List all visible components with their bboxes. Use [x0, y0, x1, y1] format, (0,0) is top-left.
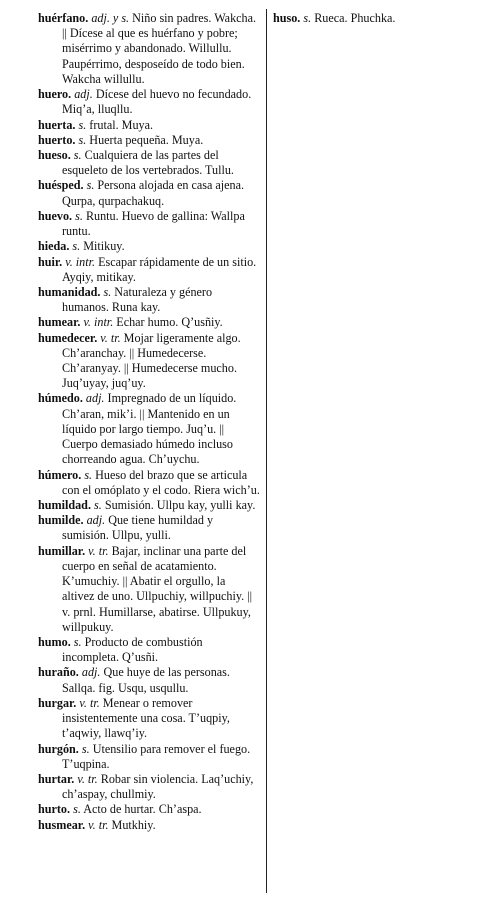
- left-column: [38, 11, 260, 833]
- entry-grammar: adj.: [86, 513, 106, 528]
- entry-definition: Impregnado de un líquido. Ch’aran, mik’i. || Mantenido en un líquido por largo tiempo. Juq’u. || Cuerpo demasiado húmedo incluso chorreando agua. Ch’uychu.: [62, 391, 237, 467]
- entry-definition: Runtu. Huevo de gallina: Wallpa runtu.: [62, 208, 245, 239]
- entry-grammar: adj. y s.: [91, 11, 130, 25]
- entry-definition: Mitikuy.: [83, 239, 125, 254]
- entry-headword: huso.: [273, 11, 301, 25]
- dictionary-entry: [38, 315, 260, 330]
- dictionary-entry: [38, 255, 260, 285]
- entry-definition: frutal. Muya.: [89, 117, 154, 132]
- entry-headword: humilde.: [38, 513, 84, 528]
- entry-headword: húmero.: [38, 467, 82, 482]
- entry-headword: huraño.: [38, 665, 79, 680]
- entry-headword: hurtar.: [38, 771, 75, 786]
- entry-headword: humildad.: [38, 498, 91, 512]
- entry-headword: hurto.: [38, 802, 71, 817]
- dictionary-entry: [38, 513, 260, 543]
- entry-definition: Rueca. Phuchka.: [314, 11, 396, 25]
- entry-grammar: s.: [94, 498, 102, 512]
- entry-grammar: s.: [72, 239, 81, 254]
- dictionary-entry: [38, 818, 260, 833]
- dictionary-entry: [38, 331, 260, 392]
- entry-headword: huir.: [38, 254, 63, 269]
- dictionary-entry: [38, 635, 260, 665]
- entry-grammar: s.: [78, 117, 87, 132]
- entry-headword: humillar.: [38, 543, 86, 558]
- entry-headword: huerto.: [38, 132, 76, 147]
- entry-definition: Bajar, inclinar una parte del cuerpo en señal de acatamiento. K’umuchiy. || Abatir el orgullo, la altivez de uno. Ullpuchiy, willpuchiy. || v. prnl. Humillarse, abatirse. Ullpukuy, willpukuy.: [62, 543, 253, 634]
- dictionary-entry: [38, 772, 260, 802]
- dictionary-entry: [38, 87, 260, 117]
- entry-definition: Huerta pequeña. Muya.: [89, 132, 204, 147]
- entry-definition: Que huye de las personas. Sallqa. fig. Usqu, usqullu.: [62, 665, 230, 695]
- entry-definition: Niño sin padres. Wakcha. || Dícese al que es huérfano y pobre; misérrimo y abandonado. Willullu. Paupérrimo, desposeído de todo bien. Wakcha willullu.: [62, 11, 257, 86]
- entry-grammar: adj.: [74, 87, 93, 102]
- entry-headword: húmedo.: [38, 391, 83, 406]
- entry-grammar: v. tr.: [77, 771, 98, 786]
- entry-grammar: s.: [75, 208, 83, 223]
- entry-definition: Utensilio para remover el fuego. T’uqpina.: [62, 741, 251, 771]
- entry-grammar: s.: [303, 11, 312, 25]
- dictionary-entry: [38, 665, 260, 695]
- entry-headword: hieda.: [38, 239, 70, 254]
- entry-headword: humear.: [38, 315, 81, 330]
- entry-grammar: v. intr.: [83, 315, 114, 330]
- dictionary-entry: [38, 696, 260, 742]
- entry-headword: huérfano.: [38, 11, 89, 25]
- entry-definition: Cualquiera de las partes del esqueleto de los vertebrados. Tullu.: [62, 147, 234, 178]
- entry-headword: husmear.: [38, 817, 86, 832]
- entry-grammar: s.: [86, 178, 95, 193]
- entry-grammar: s.: [73, 634, 82, 649]
- entry-headword: huésped.: [38, 178, 84, 193]
- entry-grammar: adj.: [85, 391, 105, 406]
- dictionary-entry: [38, 133, 260, 148]
- entry-grammar: v. tr.: [88, 817, 109, 832]
- entry-definition: Que tiene humildad y sumisión. Ullpu, yulli.: [62, 513, 214, 543]
- entry-headword: huero.: [38, 87, 72, 102]
- dictionary-entry: [38, 285, 260, 315]
- entry-headword: humo.: [38, 634, 71, 649]
- dictionary-entry: [38, 802, 260, 817]
- dictionary-entry: [38, 148, 260, 178]
- entry-definition: Robar sin violencia. Laq’uchiy, ch’aspay, chullmiy.: [62, 771, 254, 802]
- entry-grammar: s.: [73, 802, 81, 817]
- entry-grammar: s.: [84, 467, 93, 482]
- entry-definition: Echar humo. Q’usñiy.: [116, 315, 223, 330]
- dictionary-entry: [38, 209, 260, 239]
- entry-definition: Mojar ligeramente algo. Ch’aranchay. || Humedecerse. Ch’aranyay. || Humedecerse mucho. Juq’uyay, juq’uy.: [62, 330, 241, 391]
- dictionary-entry: [38, 11, 260, 87]
- dictionary-entry: [273, 11, 453, 26]
- dictionary-entry: [38, 239, 260, 254]
- entry-headword: humanidad.: [38, 284, 101, 299]
- entry-headword: huevo.: [38, 208, 73, 223]
- entry-headword: huerta.: [38, 117, 76, 132]
- dictionary-entry: [38, 544, 260, 635]
- entry-definition: Persona alojada en casa ajena. Qurpa, qurpachakuq.: [62, 178, 245, 208]
- entry-definition: Hueso del brazo que se articula con el omóplato y el codo. Riera wich’u.: [62, 467, 260, 497]
- entry-grammar: v. tr.: [100, 330, 121, 345]
- entry-definition: Escapar rápidamente de un sitio. Ayqiy, mitikay.: [62, 254, 257, 284]
- entry-grammar: s.: [103, 284, 112, 299]
- entry-definition: Mutkhiy.: [111, 817, 156, 832]
- dictionary-entry: [38, 498, 260, 513]
- entry-headword: hurgar.: [38, 695, 77, 710]
- entry-definition: Menear o remover insistentemente una cosa. T’uqpiy, t’aqwiy, llawq’iy.: [62, 695, 230, 741]
- column-divider: [266, 9, 267, 893]
- entry-headword: hurgón.: [38, 741, 79, 756]
- entry-grammar: s.: [73, 147, 82, 162]
- entry-grammar: s.: [81, 741, 90, 756]
- entry-grammar: s.: [78, 132, 87, 147]
- entry-headword: hueso.: [38, 147, 71, 162]
- entry-grammar: v. tr.: [79, 695, 100, 710]
- dictionary-entry: [38, 391, 260, 467]
- entry-definition: Dícese del huevo no fecundado. Miq’a, lluqllu.: [62, 87, 252, 117]
- dictionary-entry: [38, 178, 260, 208]
- entry-definition: Naturaleza y género humanos. Runa kay.: [62, 284, 213, 315]
- right-column: [273, 11, 453, 26]
- dictionary-entry: [38, 468, 260, 498]
- entry-grammar: adj.: [81, 665, 101, 680]
- entry-headword: humedecer.: [38, 330, 98, 345]
- dictionary-entry: [38, 742, 260, 772]
- entry-definition: Acto de hurtar. Ch’aspa.: [83, 802, 202, 817]
- entry-grammar: v. intr.: [65, 254, 96, 269]
- dictionary-entry: [38, 118, 260, 133]
- entry-definition: Sumisión. Ullpu kay, yulli kay.: [104, 498, 256, 512]
- entry-definition: Producto de combustión incompleta. Q’usñi.: [62, 634, 203, 665]
- entry-grammar: v. tr.: [88, 543, 109, 558]
